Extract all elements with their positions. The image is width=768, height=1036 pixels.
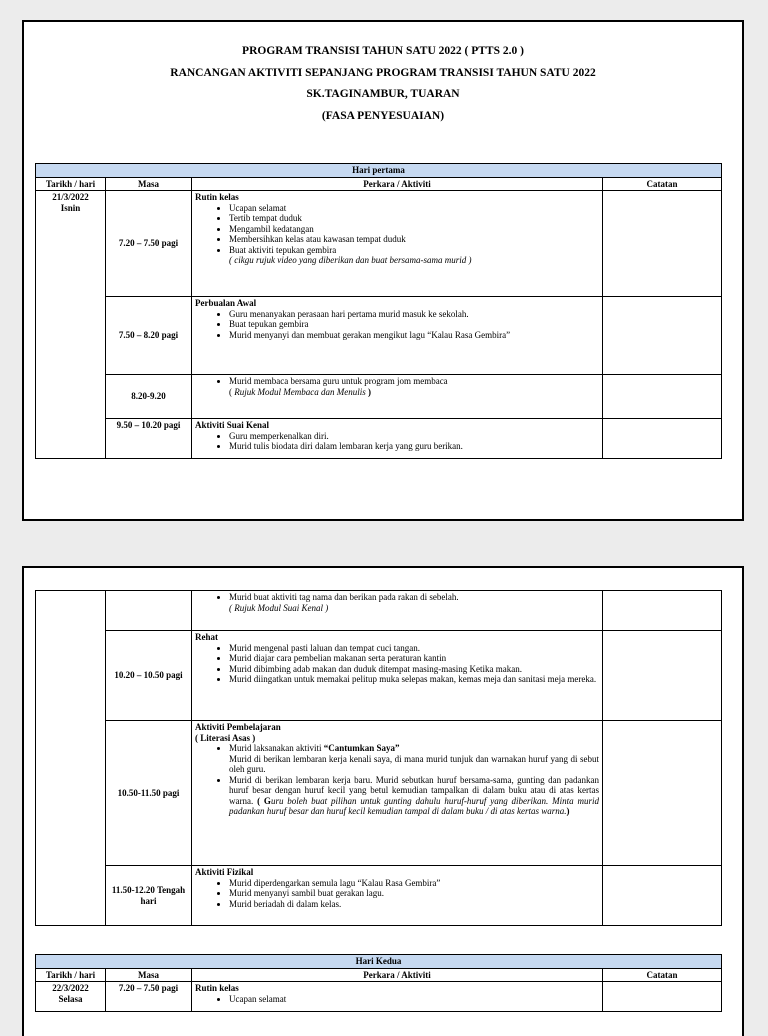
activity-list [195,643,599,685]
row-masa [106,591,192,631]
document-page-2 [22,566,744,1036]
col-perkara: Perkara / Aktiviti [192,968,603,982]
list-item: • Murid buat aktiviti tag nama dan berikan pada rakan di sebelah. [229,592,599,603]
list-item: • Murid laksanakan aktiviti “Cantumkan Saya” [229,743,599,754]
row-note: ( Rujuk Modul Membaca dan Menulis ) [229,386,371,397]
col-tarikh: Tarikh / hari [36,968,106,982]
list-item: • Murid tulis biodata diri dalam lembaran kerja yang guru berikan. [229,441,599,452]
list-item: • Ucapan selamat [229,994,599,1005]
row-note: ( cikgu rujuk video yang diberikan dan buat bersama-sama murid ) [229,255,472,265]
row-title: Perbualan Awal [195,298,257,308]
row-masa: 9.50 – 10.20 pagi [106,419,192,459]
activity-list [195,775,599,817]
col-catatan: Catatan [603,968,722,982]
list-item: • Murid dibimbing adab makan dan duduk ditempat masing-masing Ketika makan. [229,664,599,675]
row-catatan [603,866,722,926]
row-activity [192,591,603,631]
day1-date: 21/3/2022 [52,192,89,202]
row-masa: 10.20 – 10.50 pagi [106,631,192,721]
col-tarikh: Tarikh / hari [36,177,106,191]
row-masa: 10.50-11.50 pagi [106,721,192,866]
row-activity [192,191,603,297]
row-note: ( Rujuk Modul Suai Kenal ) [229,602,329,613]
list-item: • Membersihkan kelas atau kawasan tempat duduk [229,234,599,245]
list-item: • Murid diingatkan untuk memakai pelitup muka selepas makan, kemas meja dan sanitasi meja mereka. [229,674,599,685]
list-item: • Ucapan selamat [229,203,599,214]
row-subtitle: ( Literasi Asas ) [195,732,256,743]
col-masa: Masa [106,968,192,982]
row-activity [192,866,603,926]
day1-title: Hari pertama [36,164,722,178]
row-title: Aktiviti Pembelajaran [195,722,281,732]
activity-list [195,743,599,754]
row-activity [192,982,603,1012]
row-masa: 8.20-9.20 [106,375,192,419]
row-masa: 7.50 – 8.20 pagi [106,297,192,375]
row-masa: 7.20 – 7.50 pagi [106,982,192,1012]
col-catatan: Catatan [603,177,722,191]
date-cell-empty [36,591,106,926]
activity-list [195,878,599,910]
row-activity [192,419,603,459]
row-activity [192,631,603,721]
day2-dayname: Selasa [58,993,83,1004]
row-catatan [603,631,722,721]
row-title: Rehat [195,632,218,642]
list-item: • Mengambil kedatangan [229,224,599,235]
activity-list [195,309,599,341]
day2-schedule-table [35,954,722,1012]
activity-list [195,376,599,387]
document-page-1 [22,20,744,521]
day1-dayname: Isnin [60,202,81,213]
row-title: Aktiviti Suai Kenal [195,420,270,430]
day2-date-cell [36,982,106,1012]
row-catatan [603,297,722,375]
day1-schedule-table [35,163,722,459]
day2-title: Hari Kedua [36,955,722,969]
day1-date-cell [36,191,106,459]
row-activity [192,721,603,866]
activity-list [195,431,599,452]
list-item: • Murid menyanyi sambil buat gerakan lagu. [229,888,599,899]
row-masa: 7.20 – 7.50 pagi [106,191,192,297]
item-paragraph: Murid di berikan lembaran kerja kenali saya, di mana murid tunjuk dan warnakan huruf yang di sebut oleh guru. [229,753,599,774]
activity-list [195,592,599,603]
document-header [24,22,742,127]
row-catatan [603,191,722,297]
list-item: • Murid mengenal pasti laluan dan tempat cuci tangan. [229,643,599,654]
list-item: • Buat tepukan gembira [229,319,599,330]
row-catatan [603,721,722,866]
header-line-2: RANCANGAN AKTIVITI SEPANJANG PROGRAM TRANSISI TAHUN SATU 2022 [170,66,596,79]
activity-list [195,994,599,1005]
list-item: • Murid membaca bersama guru untuk program jom membaca [229,376,599,387]
row-title: Rutin kelas [195,983,239,993]
col-masa: Masa [106,177,192,191]
list-item: • Murid di berikan lembaran kerja baru. Murid sebutkan huruf bersama-sama, gunting dan padankan huruf besar dengan huruf kecil yang betul kemudian tampalkan di dalam buku atau di atas kertas warna. ( Guru boleh buat pilihan untuk gunting dahulu huruf-huruf yang diberikan. Minta murid padankan huruf besar dan huruf kecil kemudian tampal di dalam buku / di atas kertas warna.) [229,775,599,817]
header-line-4: (FASA PENYESUAIAN) [321,109,445,122]
row-masa: 11.50-12.20 Tengah hari [106,866,192,926]
row-catatan [603,375,722,419]
list-item: • Tertib tempat duduk [229,213,599,224]
list-item: • Murid diajar cara pembelian makanan serta peraturan kantin [229,653,599,664]
row-catatan [603,419,722,459]
list-item: • Murid menyanyi dan membuat gerakan mengikut lagu “Kalau Rasa Gembira” [229,330,599,341]
list-item: • Murid diperdengarkan semula lagu “Kalau Rasa Gembira” [229,878,599,889]
day1-continued-table [35,590,722,926]
list-item: • Murid beriadah di dalam kelas. [229,899,599,910]
col-perkara: Perkara / Aktiviti [192,177,603,191]
row-catatan [603,591,722,631]
activity-list [195,203,599,256]
row-title: Aktiviti Fizikal [195,867,254,877]
list-item: • Guru memperkenalkan diri. [229,431,599,442]
list-item: • Guru menanyakan perasaan hari pertama murid masuk ke sekolah. [229,309,599,320]
row-title: Rutin kelas [195,192,239,202]
day2-date: 22/3/2022 [52,983,89,993]
row-catatan [603,982,722,1012]
header-line-3: SK.TAGINAMBUR, TUARAN [306,88,460,100]
header-line-1: PROGRAM TRANSISI TAHUN SATU 2022 ( PTTS 2.0 ) [242,45,524,57]
row-activity [192,375,603,419]
list-item: • Buat aktiviti tepukan gembira [229,245,599,256]
row-activity [192,297,603,375]
